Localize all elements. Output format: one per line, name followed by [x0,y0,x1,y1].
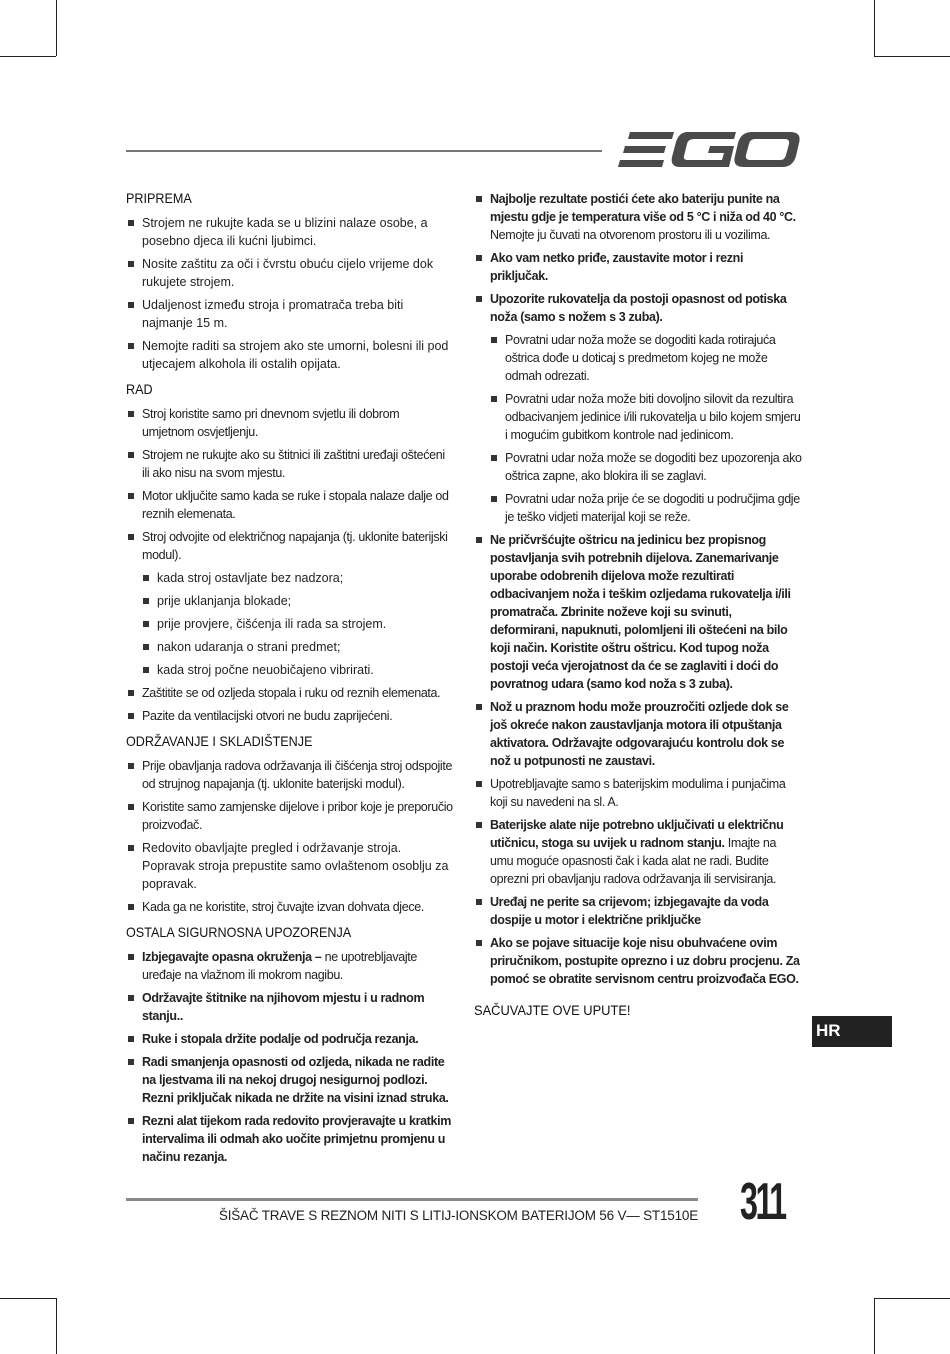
bold-text: Ako vam netko priđe, zaustavite motor i rezni priključak. [490,251,744,283]
list-item: Nosite zaštitu za oči i čvrstu obuću cijelo vrijeme dok rukujete strojem. [126,255,454,291]
list-item [474,893,802,929]
bold-text: Održavajte štitnike na njihovom mjestu i u radnom stanju.. [142,991,425,1023]
list-item [126,948,454,984]
section-heading: OSTALA SIGURNOSNA UPOZORENJA [126,924,352,940]
list-item [126,989,454,1025]
bullet-list [474,190,802,988]
section-heading: RAD [126,381,153,397]
list-item: Motor uključite samo kada se ruke i stopala nalaze dalje od reznih elemenata. [126,487,454,523]
list-item [126,1112,454,1166]
plain-text: Nemojte ju čuvati na otvorenom prostoru ili u vozilima. [490,228,771,242]
bold-text: Radi smanjenja opasnosti od ozljeda, nikada ne radite na ljestvama ili na nekoj drugoj nesigurnoj podlozi. Rezni priključak nikada ne držite na visini iznad struka. [142,1055,449,1105]
save-instructions-note: SAČUVAJTE OVE UPUTE! [474,1002,631,1018]
bullet-list [126,214,454,373]
bold-text: Ako se pojave situacije koje nisu obuhvaćene ovim priručnikom, postupite oprezno i uz dobru procjenu. Za pomoć se obratite servisnom centru proizvođača EGO. [490,936,800,986]
bold-text: Upozorite rukovatelja da postoji opasnost od potiska noža (samo s nožem s 3 zuba). [490,292,787,324]
list-item [474,531,802,693]
bullet-list [126,948,454,1166]
list-item: Koristite samo zamjenske dijelove i pribor koje je preporučio proizvođač. [126,798,454,834]
section-heading: PRIPREMA [126,190,192,206]
list-item: Kada ga ne koristite, stroj čuvajte izvan dohvata djece. [126,898,454,916]
footer-product-title: ŠIŠAČ TRAVE S REZNOM NITI S LITIJ-IONSKOM BATERIJOM 56 V— ST1510E [218,1208,698,1223]
list-item [474,249,802,285]
bold-text: Ruke i stopala držite podalje od područja rezanja. [142,1032,419,1046]
bold-text: Ne pričvršćujte oštricu na jedinicu bez propisnog postavljanja svih potrebnih dijelova. Zanemarivanje uporabe odobrenih dijelova može rezultirati odbacivanjem noža i teškim ozljedama rukovatelja i/ili promatrača. Zbrinite noževe koji su svinuti, deformirani, napuknuti, polomljeni ili oštećeni na bilo koji način. Koristite oštru oštricu. Kod tupog noža postoji veća vjerojatnost da će se zaglaviti i doći do povratnog udara (samo kod noža s 3 zuba). [490,533,791,691]
list-item: Strojem ne rukujte ako su štitnici ili zaštitni uređaji oštećeni ili ako nisu na svom mjestu. [126,446,454,482]
bullet-list [126,757,454,916]
list-item [474,190,802,244]
sub-list-item: Povratni udar noža može se dogoditi bez upozorenja ako oštrica zapne, ako blokira ili se zaglavi. [489,449,802,485]
section-priprema [126,190,454,373]
list-item [126,1053,454,1107]
list-item: Stroj koristite samo pri dnevnom svjetlu ili dobrom umjetnom osvjetljenju. [126,405,454,441]
list-item: Prije obavljanja radova održavanja ili čišćenja stroj odspojite od strujnog napajanja (tj. uklonite baterijski modul). [126,757,454,793]
list-item [474,934,802,988]
sub-list-item: prije uklanjanja blokade; [141,592,454,610]
plain-text: Imajte na umu moguće opasnosti čak i kada alat ne radi. Budite oprezni pri obavljanju radova održavanja ili servisiranja. [490,836,777,886]
section-ostala-upozorenja [126,924,454,1166]
sub-list-item: nakon udaranja o strani predmet; [141,638,454,656]
bold-text: Uređaj ne perite sa crijevom; izbjegavajte da voda dospije u motor i električne priključke [490,895,769,927]
list-item [474,290,802,326]
list-item: Zaštitite se od ozljeda stopala i ruku od reznih elemenata. [126,684,454,702]
bold-text: Najbolje rezultate postići ćete ako bateriju punite na mjestu gdje je temperatura više od 5 °C i niža od 40 °C. [490,192,796,224]
crop-mark [56,1298,57,1354]
right-column [474,190,802,1018]
list-item [474,698,802,770]
sub-list-item: Povratni udar noža prije će se dogoditi u područjima gdje je teško vidjeti materijal koji se reže. [489,490,802,526]
crop-mark [0,56,56,57]
page-number: 311 [740,1173,785,1231]
sub-list-item: Povratni udar noža može se dogoditi kada rotirajuća oštrica dođe u doticaj s predmetom kojeg ne može odmah odrezati. [489,331,802,385]
bold-text: Nož u praznom hodu može prouzročiti ozljede dok se još okreće nakon zaustavljanja motora ili otpuštanja aktivatora. Održavajte odgovarajuću kontrolu dok se nož u potpunosti ne zaustavi. [490,700,789,768]
crop-mark [56,0,57,56]
list-item: Redovito obavljajte pregled i održavanje stroja. Popravak stroja prepustite samo ovlaštenom osoblju za popravak. [126,839,454,893]
list-item [474,816,802,888]
sub-list-item: kada stroj ostavljate bez nadzora; [141,569,454,587]
bold-text: Izbjegavajte opasna okruženja – [142,950,322,964]
sub-list-item: kada stroj počne neuobičajeno vibrirati. [141,661,454,679]
header-rule [126,150,602,152]
plain-text: ne upotrebljavajte uređaje na vlažnom ili mokrom nagibu. [142,950,418,982]
section-odrzavanje [126,733,454,916]
list-item: Udaljenost između stroja i promatrača treba biti najmanje 15 m. [126,296,454,332]
section-rad [126,381,454,725]
ego-logo [618,130,800,170]
list-item: Stroj odvojite od električnog napajanja (tj. uklonite baterijski modul). [126,528,454,564]
bullet-list [126,405,454,725]
crop-mark [874,1298,950,1299]
list-item: Nemojte raditi sa strojem ako ste umorni, bolesni ili pod utjecajem alkohola ili ostalih opijata. [126,337,454,373]
language-tab: HR [812,1016,892,1047]
sub-list-item: prije provjere, čišćenja ili rada sa strojem. [141,615,454,633]
sub-list-item: Povratni udar noža može biti dovoljno silovit da rezultira odbacivanjem jedinice i/ili rukovatelja u bilo kojem smjeru i mogućim gubitkom kontrole nad jedinicom. [489,390,802,444]
bold-text: Rezni alat tijekom rada redovito provjeravajte u kratkim intervalima ili odmah ako uočite primjetnu promjenu u načinu rezanja. [142,1114,451,1164]
left-column [126,190,454,1174]
bold-text: Baterijske alate nije potrebno uključivati u električnu utičnicu, stoga su uvijek u radnom stanju. [490,818,784,850]
crop-mark [874,56,950,57]
crop-mark [874,1298,875,1354]
list-item: Upotrebljavajte samo s baterijskim modulima i punjačima koji su navedeni na sl. A. [474,775,802,811]
section-heading: ODRŽAVANJE I SKLADIŠTENJE [126,733,313,749]
list-item [126,1030,454,1048]
footer-rule [126,1198,698,1201]
crop-mark [0,1298,56,1299]
list-item: Pazite da ventilacijski otvori ne budu zaprijećeni. [126,707,454,725]
list-item: Strojem ne rukujte kada se u blizini nalaze osobe, a posebno djeca ili kućni ljubimci. [126,214,454,250]
crop-mark [874,0,875,56]
